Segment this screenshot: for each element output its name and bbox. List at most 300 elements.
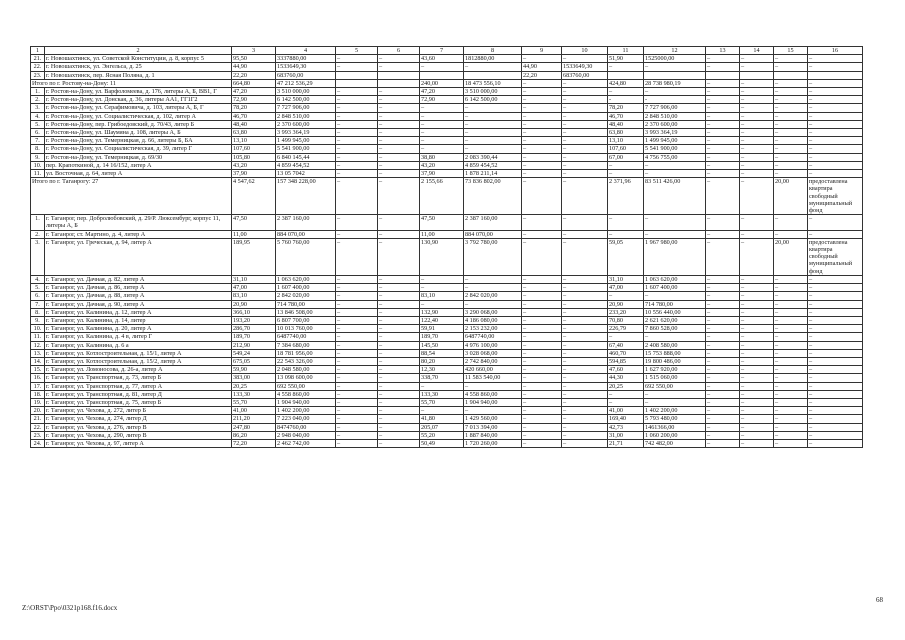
table-header-row	[31, 47, 863, 55]
table-cell: –	[336, 415, 378, 423]
column-header: 5	[336, 47, 378, 55]
table-cell: –	[774, 215, 808, 230]
table-cell: –	[740, 374, 774, 382]
table-cell: 47,20	[232, 88, 276, 96]
table-cell: –	[522, 308, 562, 316]
table-cell: 18 473 556,10	[464, 79, 522, 87]
table-cell: 122,40	[420, 316, 464, 324]
table-cell: –	[706, 129, 740, 137]
row-number: 1.	[31, 88, 45, 96]
table-cell: 80,20	[420, 357, 464, 365]
table-cell: 38,80	[420, 153, 464, 161]
table-cell: –	[774, 55, 808, 63]
table-cell: 7 384 680,00	[276, 341, 336, 349]
table-cell: 44,90	[522, 63, 562, 71]
table-cell: 48,40	[232, 120, 276, 128]
table-cell: 7 727 906,00	[276, 104, 336, 112]
data-table	[30, 46, 863, 448]
table-row	[31, 382, 863, 390]
table-cell: 72,90	[232, 96, 276, 104]
table-cell: 15 753 888,00	[644, 349, 706, 357]
table-cell: –	[740, 137, 774, 145]
table-cell: –	[808, 153, 863, 161]
table-cell: 2 842 020,00	[464, 292, 522, 300]
table-cell: 366,10	[232, 308, 276, 316]
table-cell: –	[420, 407, 464, 415]
table-cell: –	[562, 96, 608, 104]
table-cell: –	[336, 120, 378, 128]
address-cell: г. Ростов-на-Дону, пер. Грибоедовский, д. 70/43, литер Б	[45, 120, 232, 128]
table-cell: 714 780,00	[644, 300, 706, 308]
table-row	[31, 145, 863, 153]
table-cell: –	[808, 275, 863, 283]
table-cell: –	[336, 382, 378, 390]
table-cell: 286,70	[232, 325, 276, 333]
table-cell: 145,50	[420, 341, 464, 349]
table-cell: 83 511 426,00	[644, 178, 706, 215]
table-cell: –	[420, 120, 464, 128]
table-row	[31, 300, 863, 308]
table-cell: 189,70	[232, 333, 276, 341]
table-cell: 59,90	[232, 366, 276, 374]
table-cell: –	[774, 161, 808, 169]
table-cell: –	[378, 161, 420, 169]
table-cell: –	[706, 170, 740, 178]
table-cell: –	[378, 178, 420, 215]
table-cell: 46,70	[232, 112, 276, 120]
table-cell: –	[522, 415, 562, 423]
table-row	[31, 349, 863, 357]
table-cell: 1812880,00	[464, 55, 522, 63]
table-cell: –	[522, 145, 562, 153]
row-number: 8.	[31, 308, 45, 316]
table-cell: –	[774, 341, 808, 349]
table-cell: –	[336, 112, 378, 120]
row-number: 2.	[31, 96, 45, 104]
table-cell: –	[808, 423, 863, 431]
table-cell	[378, 79, 420, 87]
table-cell: 240,00	[420, 79, 464, 87]
table-cell: –	[774, 415, 808, 423]
table-cell: –	[706, 349, 740, 357]
address-cell: г. Таганрог, ул. Чехова, д. 290, литер В	[45, 431, 232, 439]
table-cell: –	[562, 55, 608, 63]
table-cell	[608, 71, 644, 79]
table-cell: –	[774, 120, 808, 128]
table-cell: 884 070,00	[464, 230, 522, 238]
table-cell: –	[562, 178, 608, 215]
table-cell: 55,70	[420, 398, 464, 406]
table-cell: –	[608, 215, 644, 230]
table-cell: –	[740, 170, 774, 178]
table-cell: 28 738 980,19	[644, 79, 706, 87]
table-cell: 692 550,00	[276, 382, 336, 390]
row-number: 14.	[31, 357, 45, 365]
table-cell: 189,95	[232, 238, 276, 275]
table-cell: –	[808, 382, 863, 390]
address-cell: г. Таганрог, ул. Калинина, д. 4 в, литер Г	[45, 333, 232, 341]
table-cell: 133,30	[232, 390, 276, 398]
table-cell: 19 800 486,00	[644, 357, 706, 365]
table-cell: 83,10	[420, 292, 464, 300]
table-cell: –	[522, 300, 562, 308]
table-cell: 1 515 060,00	[644, 374, 706, 382]
table-cell: 1 060 200,00	[644, 431, 706, 439]
table-cell: –	[706, 161, 740, 169]
table-cell: –	[522, 349, 562, 357]
address-cell: г. Ростов-на-Дону, ул. Донская, д. 36, литеры АА1, ГГ1Г2	[45, 96, 232, 104]
table-cell: –	[522, 423, 562, 431]
table-cell: –	[522, 112, 562, 120]
table-cell: 86,20	[232, 431, 276, 439]
table-cell: –	[378, 431, 420, 439]
table-cell: –	[336, 284, 378, 292]
table-cell: –	[774, 407, 808, 415]
table-cell: –	[706, 333, 740, 341]
table-cell: –	[522, 275, 562, 283]
table-cell: 83,10	[232, 292, 276, 300]
row-number: 15.	[31, 366, 45, 374]
table-cell: 460,70	[608, 349, 644, 357]
table-cell: –	[740, 366, 774, 374]
table-cell: 683760,00	[562, 71, 608, 79]
table-cell: 130,90	[420, 238, 464, 275]
table-cell: 47,50	[420, 215, 464, 230]
total-label: Итого по г. Таганрогу: 27	[31, 178, 232, 215]
table-cell: –	[808, 120, 863, 128]
table-cell: –	[774, 137, 808, 145]
table-cell: –	[808, 161, 863, 169]
table-cell: –	[644, 215, 706, 230]
table-cell: –	[522, 178, 562, 215]
table-cell: 1 402 200,00	[644, 407, 706, 415]
table-cell: –	[336, 55, 378, 63]
row-number: 9.	[31, 316, 45, 324]
address-cell: г. Таганрог, ул. Чехова, д. 276, литер В	[45, 423, 232, 431]
table-cell: 31,10	[232, 275, 276, 283]
table-cell: –	[808, 333, 863, 341]
table-cell: 1 063 620,00	[276, 275, 336, 283]
table-cell: –	[774, 112, 808, 120]
table-cell: –	[706, 120, 740, 128]
table-cell: 41,80	[420, 415, 464, 423]
table-cell: –	[336, 238, 378, 275]
row-number: 16.	[31, 374, 45, 382]
table-cell: –	[562, 325, 608, 333]
table-cell: 47,20	[420, 88, 464, 96]
table-cell: –	[608, 170, 644, 178]
table-cell: –	[522, 79, 562, 87]
address-cell: г. Таганрог, ул. Транспортная, д. 75, литер Б	[45, 398, 232, 406]
table-cell: –	[562, 431, 608, 439]
table-cell: 22,20	[232, 71, 276, 79]
table-cell: –	[378, 292, 420, 300]
table-cell: –	[522, 238, 562, 275]
table-cell: 47,00	[232, 284, 276, 292]
table-cell: 105,80	[232, 153, 276, 161]
table-cell: –	[562, 423, 608, 431]
table-cell: 133,30	[420, 390, 464, 398]
table-cell: –	[740, 96, 774, 104]
table-cell: –	[808, 145, 863, 153]
address-cell: г. Ростов-на-Дону, ул. Темерницкая, д. 69/30	[45, 153, 232, 161]
table-cell: –	[740, 238, 774, 275]
address-cell: г. Ростов-на-Дону, ул. Социалистическая, д. 102, литер А	[45, 112, 232, 120]
table-cell: –	[774, 129, 808, 137]
column-header: 2	[45, 47, 232, 55]
table-cell: –	[336, 407, 378, 415]
table-cell: 21,71	[608, 439, 644, 447]
table-cell: 2 370 600,00	[276, 120, 336, 128]
table-cell: –	[522, 120, 562, 128]
table-cell: 714 780,00	[276, 300, 336, 308]
table-cell: 11,00	[232, 230, 276, 238]
table-cell: –	[378, 55, 420, 63]
table-cell: –	[706, 357, 740, 365]
table-cell: –	[336, 145, 378, 153]
table-cell: –	[808, 170, 863, 178]
table-cell: 2 462 742,00	[276, 439, 336, 447]
table-cell: –	[644, 63, 706, 71]
address-cell: г. Таганрог, ул. Котлостроительная, д. 15/1, литер А	[45, 349, 232, 357]
table-cell: –	[774, 390, 808, 398]
table-cell: –	[562, 366, 608, 374]
table-cell: –	[522, 357, 562, 365]
table-cell: 3337880,00	[276, 55, 336, 63]
row-number: 8.	[31, 145, 45, 153]
table-cell: –	[740, 112, 774, 120]
table-cell: 46,70	[608, 112, 644, 120]
table-cell: –	[464, 120, 522, 128]
table-cell: –	[608, 63, 644, 71]
table-cell: –	[740, 275, 774, 283]
table-cell: –	[740, 349, 774, 357]
table-cell: –	[706, 374, 740, 382]
table-cell: –	[336, 390, 378, 398]
row-number: 6.	[31, 292, 45, 300]
row-number: 1.	[31, 215, 45, 230]
table-row	[31, 71, 863, 79]
table-cell: –	[740, 407, 774, 415]
table-cell: –	[706, 153, 740, 161]
table-cell: –	[522, 341, 562, 349]
table-row	[31, 120, 863, 128]
table-cell: 2 155,66	[420, 178, 464, 215]
table-cell: 3 290 068,00	[464, 308, 522, 316]
table-cell	[378, 71, 420, 79]
table-cell: 67,40	[608, 341, 644, 349]
table-cell: –	[562, 407, 608, 415]
table-cell: –	[378, 104, 420, 112]
table-cell: –	[522, 439, 562, 447]
table-row	[31, 88, 863, 96]
file-path: Z:\ORST\Ppo\0321p168.f16.docx	[22, 604, 118, 612]
table-cell: –	[336, 308, 378, 316]
table-cell: –	[522, 55, 562, 63]
table-cell: 1 967 980,00	[644, 238, 706, 275]
table-cell: –	[562, 275, 608, 283]
table-cell: –	[562, 357, 608, 365]
table-cell: –	[706, 439, 740, 447]
address-cell: г. Таганрог, пер. Добролюбовский, д. 29/Р. Люксембург, корпус 11, литеры А, Б	[45, 215, 232, 230]
table-cell: –	[740, 145, 774, 153]
table-cell: –	[562, 308, 608, 316]
column-header: 13	[706, 47, 740, 55]
table-cell: 3 510 000,00	[276, 88, 336, 96]
table-cell: 13,10	[232, 137, 276, 145]
table-cell: -	[644, 96, 706, 104]
table-cell: 6 142 500,00	[276, 96, 336, 104]
table-cell: –	[808, 129, 863, 137]
column-header: 14	[740, 47, 774, 55]
table-cell: –	[378, 96, 420, 104]
table-cell: –	[562, 215, 608, 230]
table-cell: –	[522, 129, 562, 137]
table-cell: 88,54	[420, 349, 464, 357]
table-cell: 78,20	[232, 104, 276, 112]
row-number: 7.	[31, 300, 45, 308]
table-cell: –	[808, 215, 863, 230]
table-cell: 63,80	[608, 129, 644, 137]
table-cell: –	[464, 137, 522, 145]
table-cell: 73 836 802,00	[464, 178, 522, 215]
table-cell: –	[740, 439, 774, 447]
table-cell: 3 993 364,19	[276, 129, 336, 137]
table-row	[31, 161, 863, 169]
table-row	[31, 238, 863, 275]
table-cell: 5 760 760,00	[276, 238, 336, 275]
table-cell: –	[378, 215, 420, 230]
table-cell: 50,49	[420, 439, 464, 447]
table-cell: 63,80	[232, 129, 276, 137]
table-row	[31, 104, 863, 112]
table-cell: предоставлена квартира свободный муниципальный фонд	[808, 238, 863, 275]
table-cell: –	[644, 390, 706, 398]
table-cell: –	[378, 153, 420, 161]
column-header: 12	[644, 47, 706, 55]
total-row	[31, 79, 863, 87]
table-cell: 41,00	[608, 407, 644, 415]
table-row	[31, 415, 863, 423]
table-cell: 47,60	[608, 366, 644, 374]
address-cell: г. Ростов-на-Дону, ул. Шаумяна д. 108, литеры А, Б	[45, 129, 232, 137]
table-cell: 4 547,62	[232, 178, 276, 215]
address-cell: г. Таганрог, ул. Чехова, д. 274, литер Д	[45, 415, 232, 423]
table-cell: –	[740, 423, 774, 431]
table-cell: –	[644, 170, 706, 178]
table-cell: –	[562, 230, 608, 238]
table-cell: 43,20	[232, 161, 276, 169]
table-cell: –	[740, 79, 774, 87]
table-cell: –	[562, 120, 608, 128]
table-cell: 2 948 040,00	[276, 431, 336, 439]
table-cell: –	[522, 374, 562, 382]
table-cell	[774, 71, 808, 79]
table-cell: 51,90	[608, 55, 644, 63]
table-cell: –	[740, 415, 774, 423]
table-cell: 20,25	[608, 382, 644, 390]
table-cell: 675,05	[232, 357, 276, 365]
table-cell: –	[378, 341, 420, 349]
table-cell: 2 842 020,00	[276, 292, 336, 300]
address-cell: г. Таганрог, ул. Дачная, д. 88, литер А	[45, 292, 232, 300]
table-cell: 2 848 510,00	[644, 112, 706, 120]
table-cell: –	[644, 333, 706, 341]
table-cell: –	[378, 230, 420, 238]
table-cell: 1 627 920,00	[644, 366, 706, 374]
table-cell: –	[336, 431, 378, 439]
table-cell: –	[378, 88, 420, 96]
table-cell: –	[562, 104, 608, 112]
table-cell: –	[378, 390, 420, 398]
table-cell: –	[336, 374, 378, 382]
address-cell: г. Таганрог, ул. Дачная, д. 90, литер А	[45, 300, 232, 308]
row-number: 7.	[31, 137, 45, 145]
table-cell: –	[706, 398, 740, 406]
table-cell: –	[808, 300, 863, 308]
table-row	[31, 357, 863, 365]
table-cell: 1 499 945,00	[644, 137, 706, 145]
table-cell: –	[378, 357, 420, 365]
table-cell: –	[706, 300, 740, 308]
table-cell: –	[562, 300, 608, 308]
table-cell: –	[336, 215, 378, 230]
table-cell: 95,50	[232, 55, 276, 63]
table-cell: –	[706, 55, 740, 63]
table-cell: 692 550,00	[644, 382, 706, 390]
table-cell: –	[336, 398, 378, 406]
table-cell: –	[336, 341, 378, 349]
table-cell: 11 583 540,00	[464, 374, 522, 382]
table-row	[31, 230, 863, 238]
table-cell: –	[774, 96, 808, 104]
table-cell: –	[774, 275, 808, 283]
table-cell: –	[740, 357, 774, 365]
table-cell: –	[378, 120, 420, 128]
address-cell: г. Таганрог, ул. Дачная, д. 82, литер А	[45, 275, 232, 283]
table-cell: 3 993 364,19	[644, 129, 706, 137]
table-cell: –	[808, 308, 863, 316]
row-number: 21.	[31, 415, 45, 423]
table-cell: –	[774, 145, 808, 153]
table-cell: –	[706, 423, 740, 431]
table-cell: –	[522, 153, 562, 161]
table-cell: 1 887 840,00	[464, 431, 522, 439]
table-cell: –	[464, 275, 522, 283]
table-cell: 12,30	[420, 366, 464, 374]
table-cell: –	[522, 104, 562, 112]
table-cell: –	[706, 390, 740, 398]
table-cell: 1461366,00	[644, 423, 706, 431]
table-cell: –	[562, 439, 608, 447]
table-cell: –	[522, 316, 562, 324]
row-number: 23.	[31, 71, 45, 79]
column-header: 16	[808, 47, 863, 55]
row-number: 21.	[31, 55, 45, 63]
table-cell: –	[808, 230, 863, 238]
table-cell: 59,91	[420, 325, 464, 333]
table-cell: –	[562, 415, 608, 423]
table-cell: –	[562, 349, 608, 357]
table-cell: –	[706, 230, 740, 238]
table-cell: –	[706, 382, 740, 390]
address-cell: г. Таганрог, ул. Дачная, д. 86, литер А	[45, 284, 232, 292]
table-cell: –	[336, 366, 378, 374]
table-cell: –	[808, 63, 863, 71]
address-cell: пер. Крапоткиной, д. 14 16/152, литер А	[45, 161, 232, 169]
table-cell: –	[706, 112, 740, 120]
table-cell: –	[378, 415, 420, 423]
